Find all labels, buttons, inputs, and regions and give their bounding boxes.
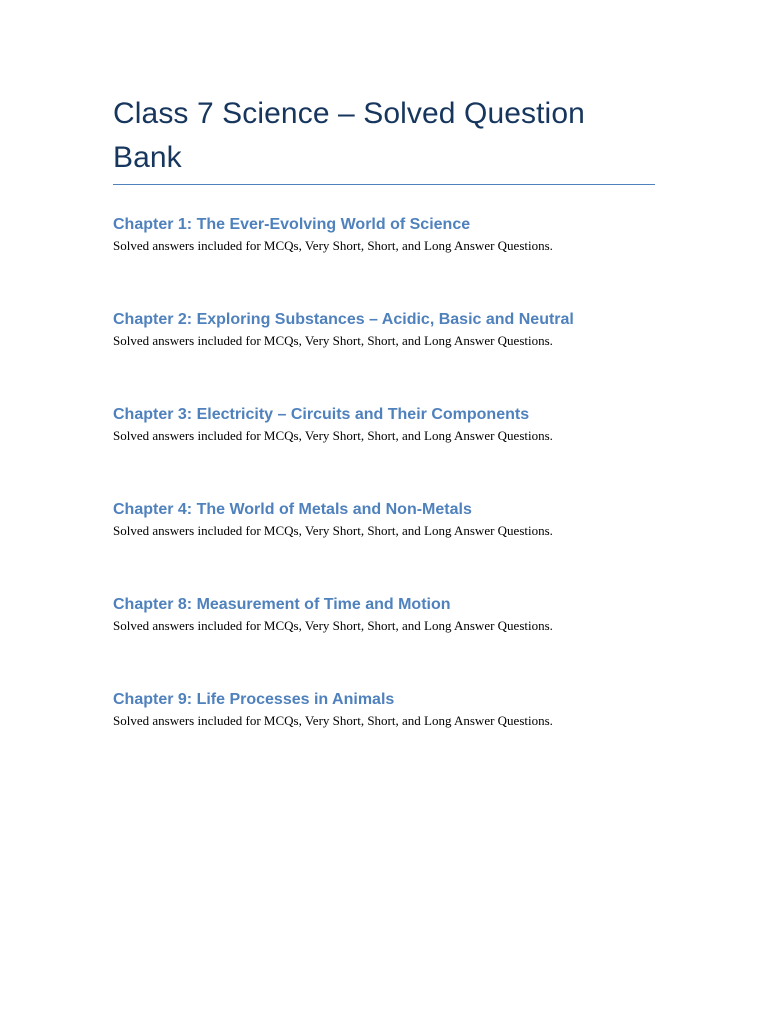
chapter-heading: Chapter 3: Electricity – Circuits and Their Components [113, 406, 530, 423]
chapter-heading: Chapter 8: Measurement of Time and Motion [113, 596, 451, 613]
chapter-section [113, 499, 655, 594]
chapter-description: Solved answers included for MCQs, Very Short, Short, and Long Answer Questions. [113, 618, 553, 633]
chapter-section [113, 309, 655, 404]
document-page [113, 92, 655, 784]
chapter-description: Solved answers included for MCQs, Very Short, Short, and Long Answer Questions. [113, 428, 553, 443]
chapter-description: Solved answers included for MCQs, Very Short, Short, and Long Answer Questions. [113, 238, 553, 253]
chapter-list [113, 214, 655, 784]
chapter-section [113, 404, 655, 499]
chapter-heading: Chapter 2: Exploring Substances – Acidic, Basic and Neutral [113, 311, 574, 328]
chapter-description: Solved answers included for MCQs, Very Short, Short, and Long Answer Questions. [113, 333, 553, 348]
chapter-description: Solved answers included for MCQs, Very Short, Short, and Long Answer Questions. [113, 713, 553, 728]
chapter-section [113, 594, 655, 689]
chapter-section [113, 214, 655, 309]
document-title: Class 7 Science – Solved Question Bank [113, 97, 585, 174]
chapter-section [113, 689, 655, 784]
chapter-heading: Chapter 1: The Ever-Evolving World of Science [113, 216, 471, 233]
title-underline-divider [113, 184, 655, 185]
chapter-heading: Chapter 4: The World of Metals and Non-Metals [113, 501, 472, 518]
chapter-heading: Chapter 9: Life Processes in Animals [113, 691, 395, 708]
chapter-description: Solved answers included for MCQs, Very Short, Short, and Long Answer Questions. [113, 523, 553, 538]
